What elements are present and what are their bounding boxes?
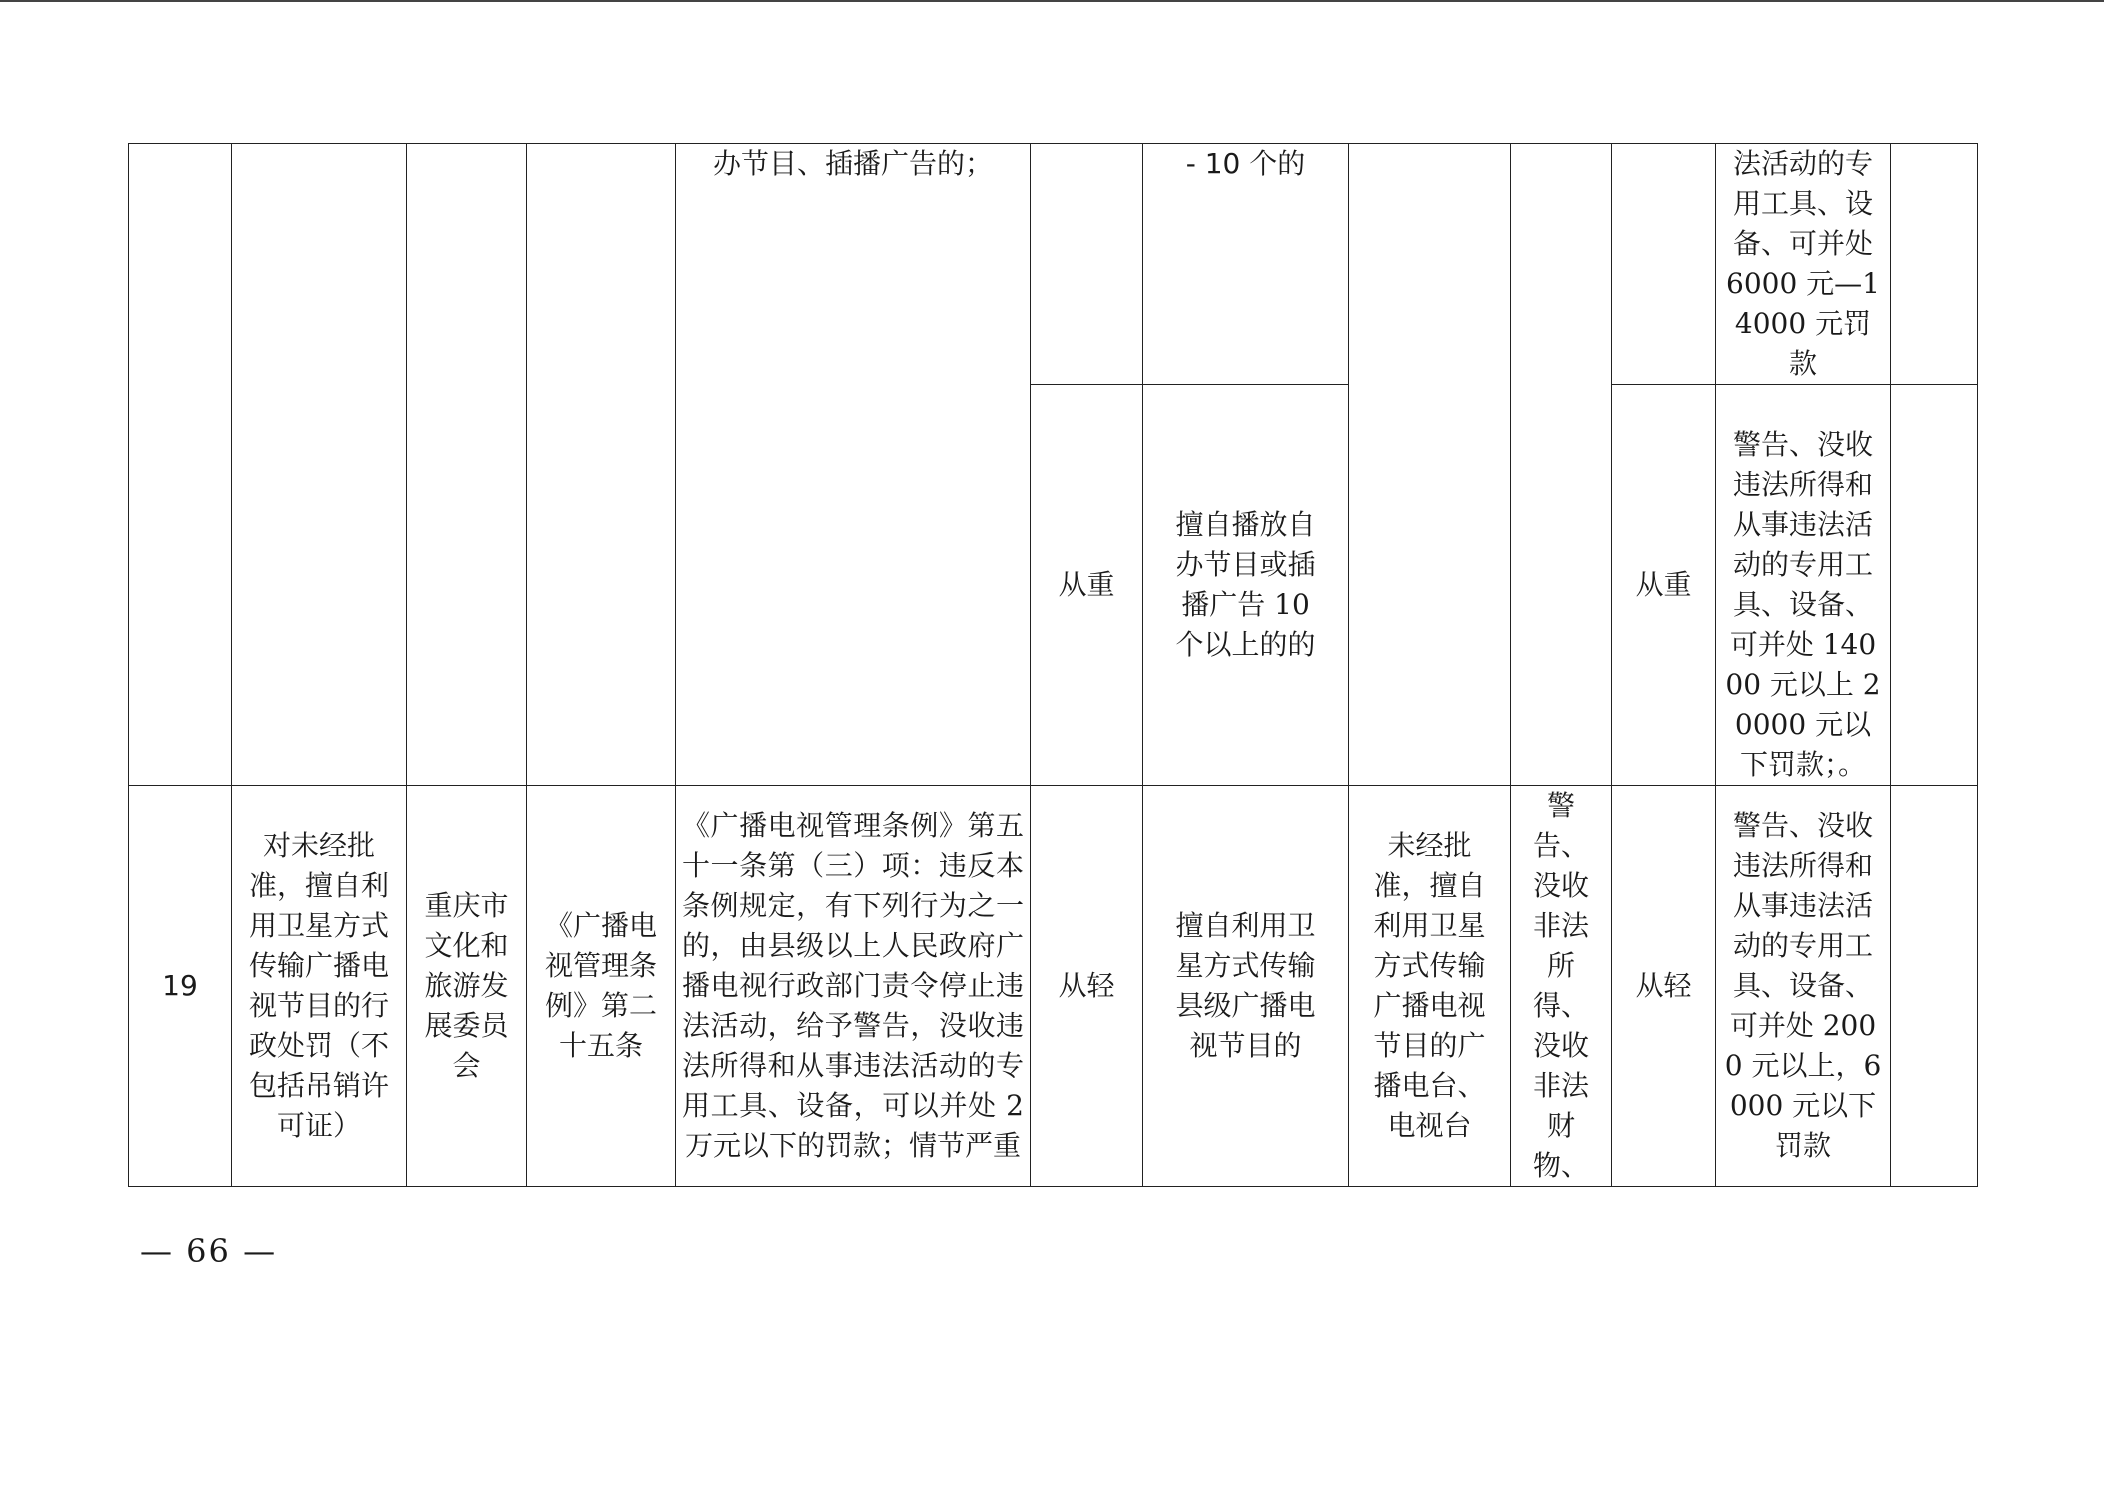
cell-circumstance-19: 擅自利用卫星方式传输县级广播电视节目的 (1143, 786, 1349, 1187)
cell-clause-19: 《广播电视管理条例》第五十一条第（三）项：违反本条例规定，有下列行为之一的，由县级以上人民政府广播电视行政部门责令停止违法活动，给予警告，没收违法所得和从事违法活动的专用工具、设备，可以并处 2 万元以下的罚款；情节严重 (676, 786, 1031, 1187)
cell-penalty-19: 警告、没收违法所得和从事违法活动的专用工具、设备、可并处 2000 元以上，6000 元以下罚款 (1716, 786, 1891, 1187)
cell-basis-19: 《广播电视管理条例》第二十五条 (527, 786, 676, 1187)
cell-remark-cont-heavy (1891, 385, 1978, 786)
cell-agency-cont (407, 144, 527, 786)
cell-agency-19: 重庆市文化和旅游发展委员会 (407, 786, 527, 1187)
cell-level2-cont-light (1612, 144, 1716, 385)
cell-remark-19 (1891, 786, 1978, 1187)
cell-no-cont (129, 144, 232, 786)
page-top-border (0, 0, 2104, 2)
cell-level-cont-heavy: 从重 (1031, 385, 1143, 786)
cell-subject-19: 未经批准，擅自利用卫星方式传输广播电视节目的广播电台、电视台 (1349, 786, 1511, 1187)
cell-penalty-cont-light: 法活动的专用工具、设备、可并处 6000 元—14000 元罚款 (1716, 144, 1891, 385)
cell-level2-19: 从轻 (1612, 786, 1716, 1187)
cell-type-19: 警告、没收非法所得、没收非法财物、 (1511, 786, 1612, 1187)
cell-level-cont-light (1031, 144, 1143, 385)
cell-level-19: 从轻 (1031, 786, 1143, 1187)
cell-circumstance-cont-light: - 10 个的 (1143, 144, 1349, 385)
page-number: — 66 — (140, 1232, 278, 1270)
cell-circumstance-cont-heavy: 擅自播放自办节目或插播广告 10 个以上的的 (1143, 385, 1349, 786)
cell-remark-cont-light (1891, 144, 1978, 385)
penalty-discretion-table (128, 143, 1978, 1187)
cell-level2-cont-heavy: 从重 (1612, 385, 1716, 786)
cell-clause-cont: 办节目、插播广告的； (676, 144, 1031, 786)
cell-type-cont (1511, 144, 1612, 786)
cell-no-19: 19 (129, 786, 232, 1187)
cell-subject-cont (1349, 144, 1511, 786)
cell-basis-cont (527, 144, 676, 786)
table-row-19 (129, 786, 1978, 1187)
cell-item-cont (232, 144, 407, 786)
cell-item-19: 对未经批准，擅自利用卫星方式传输广播电视节目的行政处罚（不包括吊销许可证） (232, 786, 407, 1187)
cell-penalty-cont-heavy: 警告、没收违法所得和从事违法活动的专用工具、设备、可并处 14000 元以上 2 0000 元以下罚款；。 (1716, 385, 1891, 786)
table-row-continued-top (129, 144, 1978, 385)
